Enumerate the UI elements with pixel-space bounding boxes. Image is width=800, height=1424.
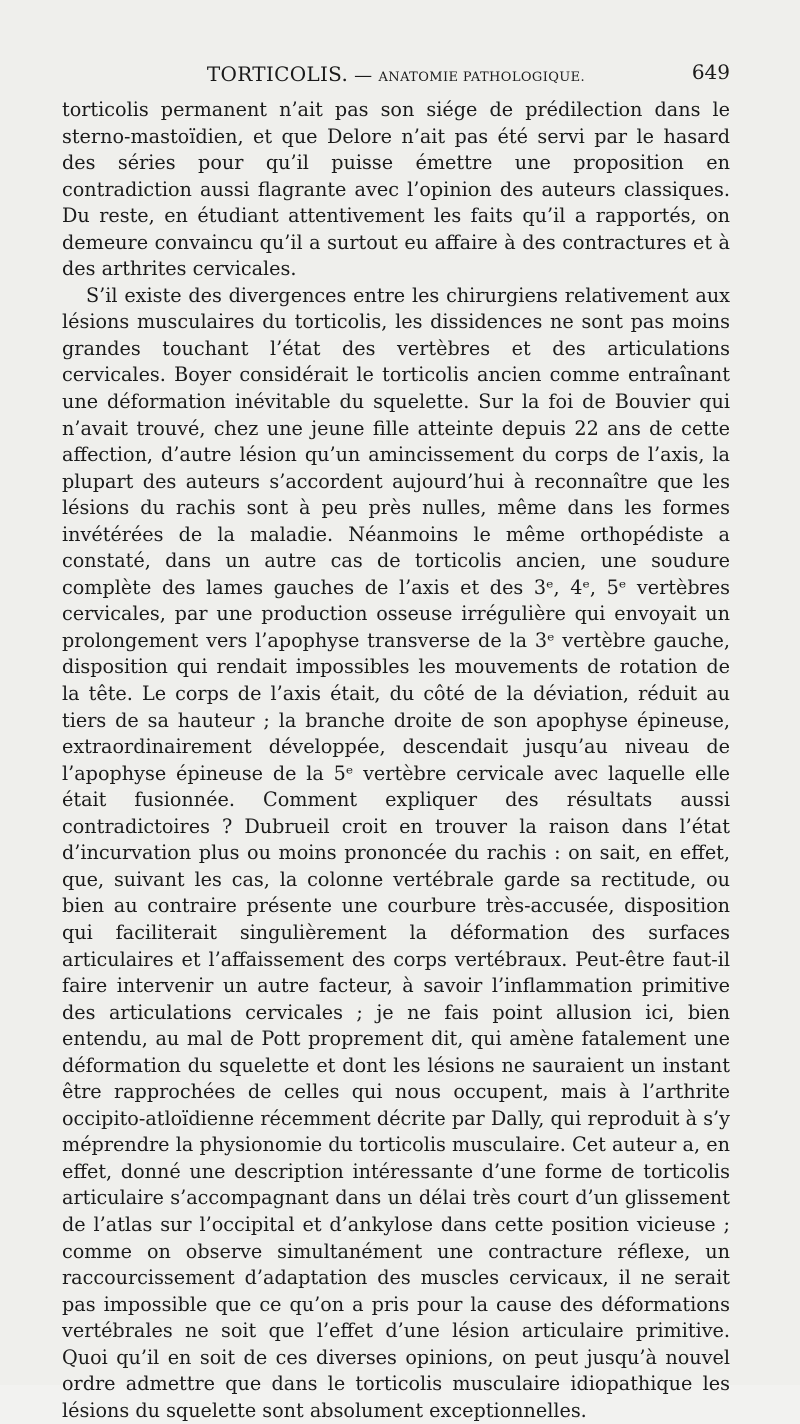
page-number: 649 xyxy=(691,60,730,84)
running-title-dash: — xyxy=(354,65,373,86)
running-title xyxy=(62,62,730,86)
running-header xyxy=(62,60,730,90)
paragraph-continued: torticolis permanent n’ait pas son siége de prédilection dans le sterno-mastoïdien, et que Delore n’ait pas été servi par le hasard des séries pour qu’il puisse émettre une proposition en contradiction aussi flagrante avec l’opinion des auteurs classiques. Du reste, en étudiant attentivement les faits qu’il a rapportés, on demeure convaincu qu’il a surtout eu affaire à des contractures et à des arthrites cervicales. xyxy=(62,98,730,281)
running-title-sub: ANATOMIE PATHOLOGIQUE. xyxy=(378,70,586,85)
running-title-main: TORTICOLIS. xyxy=(206,62,349,86)
body-text xyxy=(62,97,730,1424)
paragraph: S’il existe des divergences entre les chirurgiens relativement aux lésions musculaires du torticolis, les dissidences ne sont pas moins grandes touchant l’état des vertèbres et des articulations cervicales. Boyer considérait le torticolis ancien comme entraînant une déformation inévitable du squelette. Sur la foi de Bouvier qui n’avait trouvé, chez une jeune fille atteinte depuis 22 ans de cette affection, d’autre lésion qu’un amincissement du corps de l’axis, la plupart des auteurs s’accordent aujourd’hui à reconnaître que les lésions du rachis sont à peu près nulles, même dans les formes invétérées de la maladie. Néanmoins le même orthopédiste a constaté, dans un autre cas de torticolis ancien, une soudure complète des lames gauches de l’axis et des 3ᵉ, 4ᵉ, 5ᵉ vertèbres cervicales, par une production osseuse irrégulière qui envoyait un prolongement vers l’apophyse transverse de la 3ᵉ vertèbre gauche, disposition qui rendait impossibles les mouvements de rotation de la tête. Le corps de l’axis était, du côté de la déviation, réduit au tiers de sa hauteur ; la branche droite de son apophyse épineuse, extraordinairement développée, descendait jusqu’au niveau de l’apophyse épineuse de la 5ᵉ vertèbre cervicale avec laquelle elle était fusionnée. Comment expliquer des résultats aussi contradictoires ? Dubrueil croit en trouver la raison dans l’état d’incurvation plus ou moins prononcée du rachis : on sait, en effet, que, suivant les cas, la colonne vertébrale garde sa rectitude, ou bien au contraire présente une courbure très-accusée, disposition qui faciliterait singulièrement la déformation des surfaces articulaires et l’affaissement des corps vertébraux. Peut-être faut-il faire intervenir un autre facteur, à savoir l’inflammation primitive des articulations cervicales ; je ne fais point allusion ici, bien entendu, au mal de Pott proprement dit, qui amène fatalement une déformation du squelette et dont les lésions ne sauraient un instant être rapprochées de celles qui nous occupent, mais à l’arthrite occipito-atloïdienne récemment décrite par Dally, qui reproduit à s’y méprendre la physionomie du torticolis musculaire. Cet auteur a, en effet, donné une description intéressante d’une forme de torticolis articulaire s’accompagnant dans un délai très court d’un glissement de l’atlas sur l’occipital et d’ankylose dans cette position vicieuse ; comme on observe simultanément une contracture réflexe, un raccourcissement d’adaptation des muscles cervicaux, il ne serait pas impossible que ce qu’on a pris pour la cause des déformations vertébrales ne soit que l’effet d’une lésion articulaire primitive. Quoi qu’il en soit de ces diverses opinions, on peut jusqu’à nouvel ordre admettre que dans le torticolis musculaire idiopathique les lésions du squelette sont absolument exceptionnelles. xyxy=(62,283,730,1422)
